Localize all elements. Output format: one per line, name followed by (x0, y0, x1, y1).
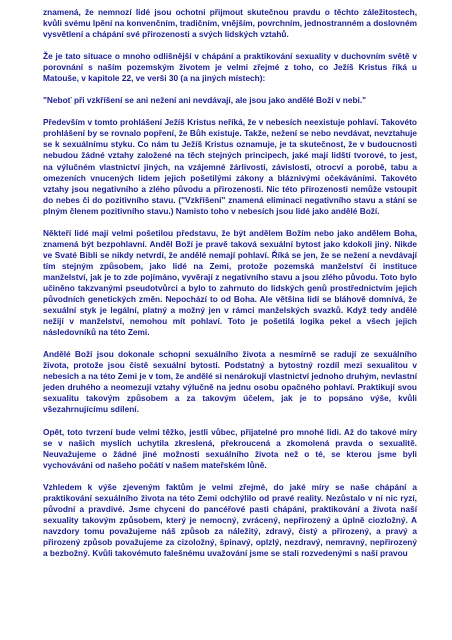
document-page (43, 7, 417, 570)
paragraph-5: Někteří lidé mají velmi pošetilou představu, že být andělem Božím nebo jako andělem Boha, znamená být bezpohlavní. Anděl Boží je pravě taková sexuální bytost jako kdokoli jiný. Nikde ve Svaté Bibli se nikdy netvrdí, že andělé nemají pohlaví. Říká se jen, že se nežení a nevdávají tím stejným způsobem, jako lidé na Zemi, protože pozemská manželství či instituce manželství, jak je to zde pojímáno, vyvěrají z negativního stavu a jsou zlého původu. Toto bylo učiněno takzvanými pseudotvůrci a bylo to zahrnuto do lidských genů prostřednictvím jejich původních genetických změn. Nepochází to od Boha. Ale většina lidí se bláhově domnívá, že sexuální styk je legální, platný a možný jen v rámci manželských svazků. Když tedy andělé nežijí v manželství, nemohou mít pohlaví. Toto je pošetilá logika pekel a všech jejich následovníků na této Zemi. (43, 227, 417, 338)
paragraph-8: Vzhledem k výše zjeveným faktům je velmi zřejmé, do jaké míry se naše chápání a praktikování sexuálního života na této Zemi odchýlilo od pravé reality. Nezůstalo v ní nic ryzí, původní a pravdivé. Jsme chyceni do pancéřové pasti chápání, praktikování a života naší sexuality takovým způsobem, který je nemocný, zvrácený, nepřirozený a úplně ciozložný. A navzdory tomu považujeme náš způsob za náležitý, zdravý, čistý a přirozený, a pravý a přirozený způsob považujeme za cizoložný, špinavý, oplzlý, nezdravý, nemravný, nepřirozený a bezbožný. Kvůli takovémuto falešnému uvažování jsme se stali rozvedenými s naší pravou (43, 481, 417, 558)
paragraph-7: Opět, toto tvrzení bude velmi těžko, jestli vůbec, přijatelné pro mnohé lidi. Až do takové míry se v našich myslích uchytila zkreslená, překroucená a zkomolená pravda o sexualitě. Neuvažujeme o žádné jiné možnosti sexuálního života než o té, se kterou jsme byli vychováváni od našeho počátí v našem mateřském lůně. (43, 426, 417, 470)
quote-paragraph: "Neboť při vzkříšení se ani nežení ani nevdávají, ale jsou jako andělé Boží v nebi." (43, 95, 367, 106)
paragraph-6: Andělé Boží jsou dokonale schopni sexuálního života a nesmírně se radují ze sexuálního života, protože jsou čistě sexuální bytosti. Podstatný a bytostný rozdíl mezi sexualitou v nebesích a na této Zemi je v tom, že andělé si nenárokují vlastnictví jednoho druhým, nevlastní jeden druhého a neomezují vztahy výlučně na jednu osobu opačného pohlaví. Praktikují svou sexualitu takovým způsobem a za takovým účelem, jak je to popsáno výše, kvůli všezahrnujícímu sdílení. (43, 349, 417, 415)
paragraph-1: znamená, že nemnozí lidé jsou ochotni přijmout skutečnou pravdu o těchto záležitostech, kvůli svému lpění na konvenčním, tradičním, vnějším, povrchním, jednostranném a doslovném vysvětlení a chápání své přirozenosti a svých lidských vztahů. (43, 7, 417, 40)
paragraph-2: Že je tato situace o mnoho odlišnější v chápání a praktikování sexuality v duchovním světě v porovnání s naším pozemským životem je velmi zřejmé z toho, co Ježíš Kristus říká u Matouše, v kapitole 22, ve verši 30 (a na jiných místech): (43, 51, 417, 84)
paragraph-4: Především v tomto prohlášení Ježíš Kristus neříká, že v nebesích neexistuje pohlaví. Takovéto prohlášení by se rovnalo popření, že Bůh existuje. Takže, nežení se nebo nevdávat, nevztahuje se k sexuálnímu styku. Co nám tu Ježíš Kristus oznamuje, je ta skutečnost, že v budoucnosti nebudou žádné vztahy založené na těch stejných principech, jaké mají lidští tvorové, to jest, na výlučném vlastnictví jiných, na vzájemné žárlivosti, závislosti, otrocví a porobě, tabu a omezeních vnucených lidem jejich pošetilými zákony a bláznivými očekáváními. Takovéto vztahy jsou negativního a zlého původu a přirozenosti. Nic této přirozenosti nemůže vstoupit do nebes či do pozitivního stavu. ("Vzkříšení" znamená eliminaci negativního stavu a stání se plným členem pozitivního stavu.) Namísto toho v nebesích jsou lidé jako andělé Boží. (43, 117, 417, 216)
